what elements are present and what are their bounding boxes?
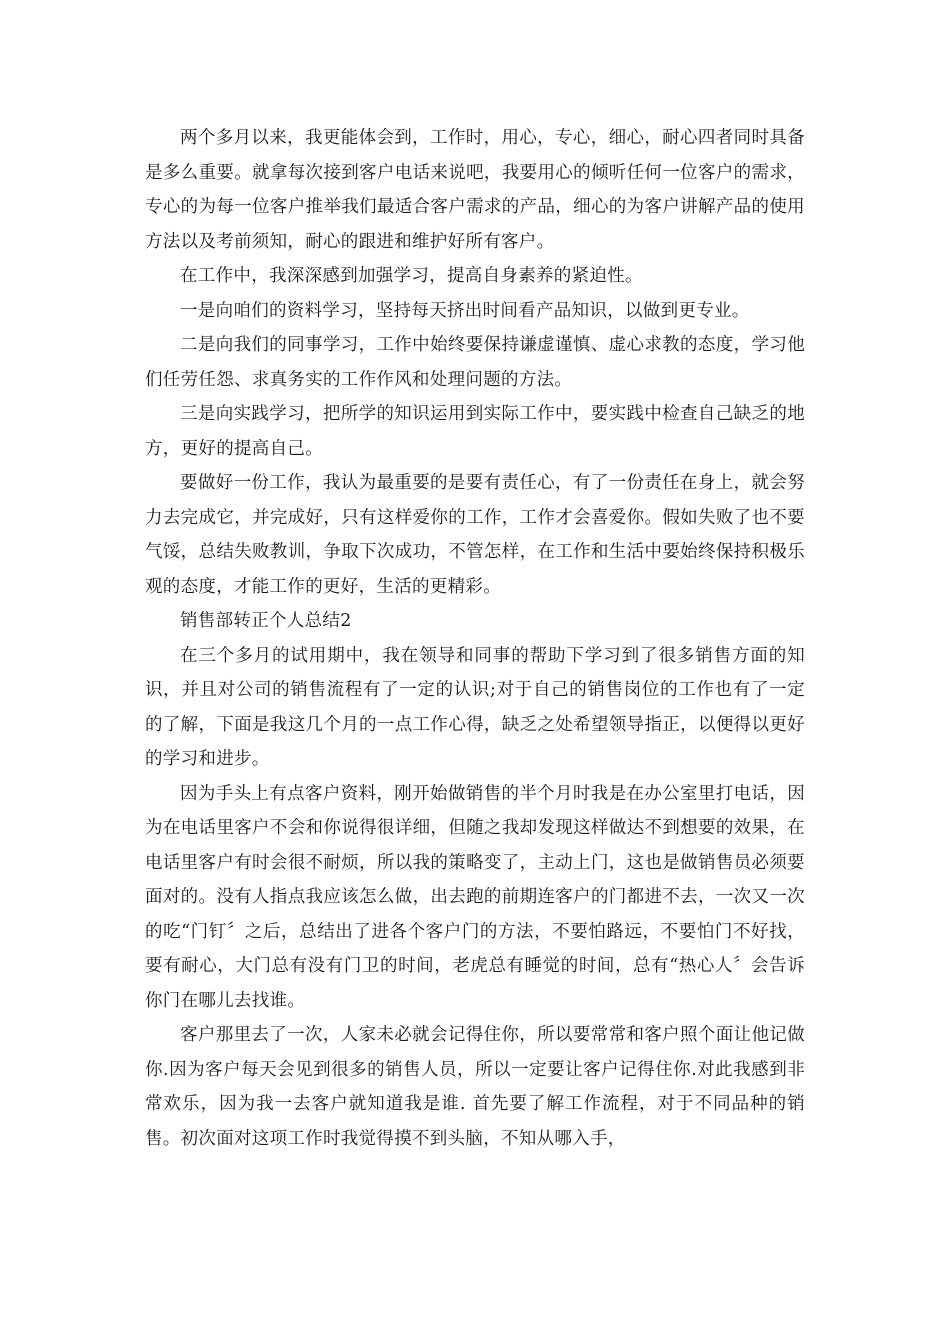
paragraph-4: 二是向我们的同事学习，工作中始终要保持谦虚谨慎、虚心求教的态度，学习他们任劳任怨、求真务实的工作作风和处理问题的方法。 (145, 335, 805, 390)
paragraph-6: 要做好一份工作，我认为最重要的是要有责任心，有了一份责任在身上，就会努力去完成它，并完成好，只有这样爱你的工作，工作才会喜爱你。假如失败了也不要气馁，总结失败教训，争取下次成功，不管怎样，在工作和生活中要始终保持积极乐观的态度，才能工作的更好，生活的更精彩。 (145, 473, 805, 597)
document-body (145, 121, 805, 1156)
section-heading: 销售部转正个人总结2 (180, 611, 352, 631)
paragraph-9: 客户那里去了一次，人家未必就会记得住你，所以要常常和客户照个面让他记做你.因为客户每天会见到很多的销售人员，所以一定要让客户记得住你.对此我感到非常欢乐，因为我一去客户就知道我是谁. 首先要了解工作流程，对于不同品种的销售。初次面对这项工作时我觉得摸不到头脑，不知从哪入手， (145, 1025, 805, 1149)
paragraph-2: 在工作中，我深深感到加强学习，提高自身素养的紧迫性。 (180, 266, 643, 286)
paragraph-1: 两个多月以来，我更能体会到，工作时，用心，专心，细心，耐心四者同时具备是多么重要。就拿每次接到客户电话来说吧，我要用心的倾听任何一位客户的需求，专心的为每一位客户推举我们最适合客户需求的产品，细心的为客户讲解产品的使用方法以及考前须知，耐心的跟进和维护好所有客户。 (145, 128, 805, 252)
paragraph-7: 在三个多月的试用期中，我在领导和同事的帮助下学习到了很多销售方面的知识，并且对公司的销售流程有了一定的认识;对于自己的销售岗位的工作也有了一定的了解，下面是我这几个月的一点工作心得，缺乏之处希望领导指正，以便得以更好的学习和进步。 (145, 645, 805, 769)
paragraph-3: 一是向咱们的资料学习，坚持每天挤出时间看产品知识，以做到更专业。 (180, 300, 750, 321)
paragraph-5: 三是向实践学习，把所学的知识运用到实际工作中，要实践中检查自己缺乏的地方，更好的提高自己。 (145, 404, 805, 459)
paragraph-8: 因为手头上有点客户资料，刚开始做销售的半个月时我是在办公室里打电话，因为在电话里客户不会和你说得很详细，但随之我却发现这样做达不到想要的效果，在电话里客户有时会很不耐烦，所以我的策略变了，主动上门，这也是做销售员必须要面对的。没有人指点我应该怎么做，出去跑的前期连客户的门都进不去，一次又一次的吃“门钉〞之后，总结出了进各个客户门的方法，不要怕路远，不要怕门不好找，要有耐心，大门总有没有门卫的时间，老虎总有睡觉的时间，总有“热心人〞会告诉你门在哪儿去找谁。 (145, 783, 805, 1011)
